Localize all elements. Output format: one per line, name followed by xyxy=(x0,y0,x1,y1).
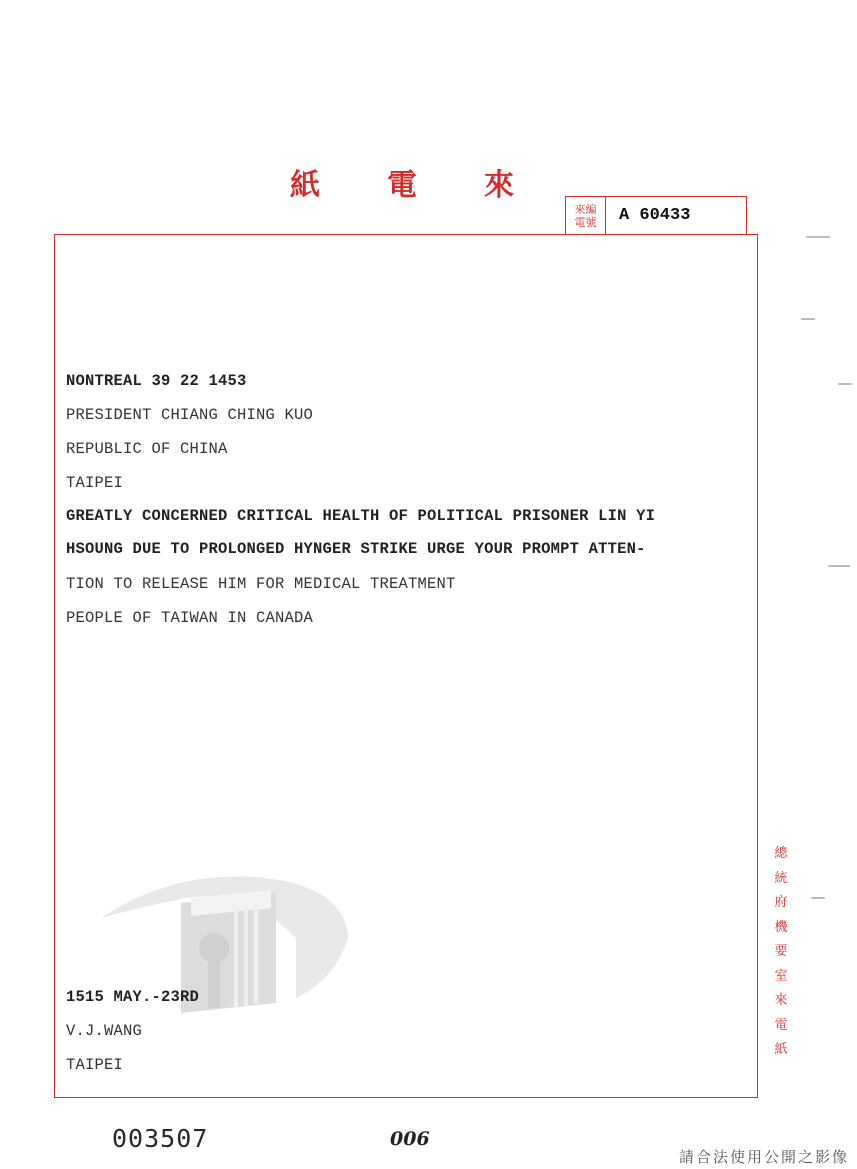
scan-mark xyxy=(828,565,850,567)
title-char: 電 xyxy=(387,168,417,203)
message-line: PRESIDENT CHIANG CHING KUO xyxy=(66,406,314,424)
form-title xyxy=(287,162,517,202)
scan-mark xyxy=(838,383,852,385)
closing-line: TAIPEI xyxy=(66,1056,124,1074)
office-vertical-label: 總統府機要室來電紙 xyxy=(774,846,788,1057)
usage-notice: 請合法使用公開之影像 xyxy=(678,1148,849,1166)
message-line: GREATLY CONCERNED CRITICAL HEALTH OF POLITICAL PRISONER LIN YI xyxy=(66,507,656,525)
page-number: 006 xyxy=(390,1128,430,1150)
document-serial: 003507 xyxy=(112,1124,209,1153)
message-line: TAIPEI xyxy=(66,474,124,492)
message-line: TION TO RELEASE HIM FOR MEDICAL TREATMENT xyxy=(66,575,456,593)
title-char: 來 xyxy=(484,168,514,203)
scan-mark xyxy=(811,897,825,899)
scan-mark xyxy=(806,236,830,238)
message-line: NONTREAL 39 22 1453 xyxy=(66,372,247,390)
title-char: 紙 xyxy=(290,168,320,203)
telegram-number-box xyxy=(565,196,747,234)
scan-mark xyxy=(801,318,815,320)
telegram-number-label: 來編電號 xyxy=(566,197,606,234)
closing-line: V.J.WANG xyxy=(66,1022,143,1040)
closing-line: 1515 MAY.-23RD xyxy=(66,988,200,1006)
message-line: REPUBLIC OF CHINA xyxy=(66,440,228,458)
message-line: PEOPLE OF TAIWAN IN CANADA xyxy=(66,609,314,627)
message-line: HSOUNG DUE TO PROLONGED HYNGER STRIKE URGE YOUR PROMPT ATTEN- xyxy=(66,540,646,558)
telegram-number-value: A 60433 xyxy=(619,206,691,225)
